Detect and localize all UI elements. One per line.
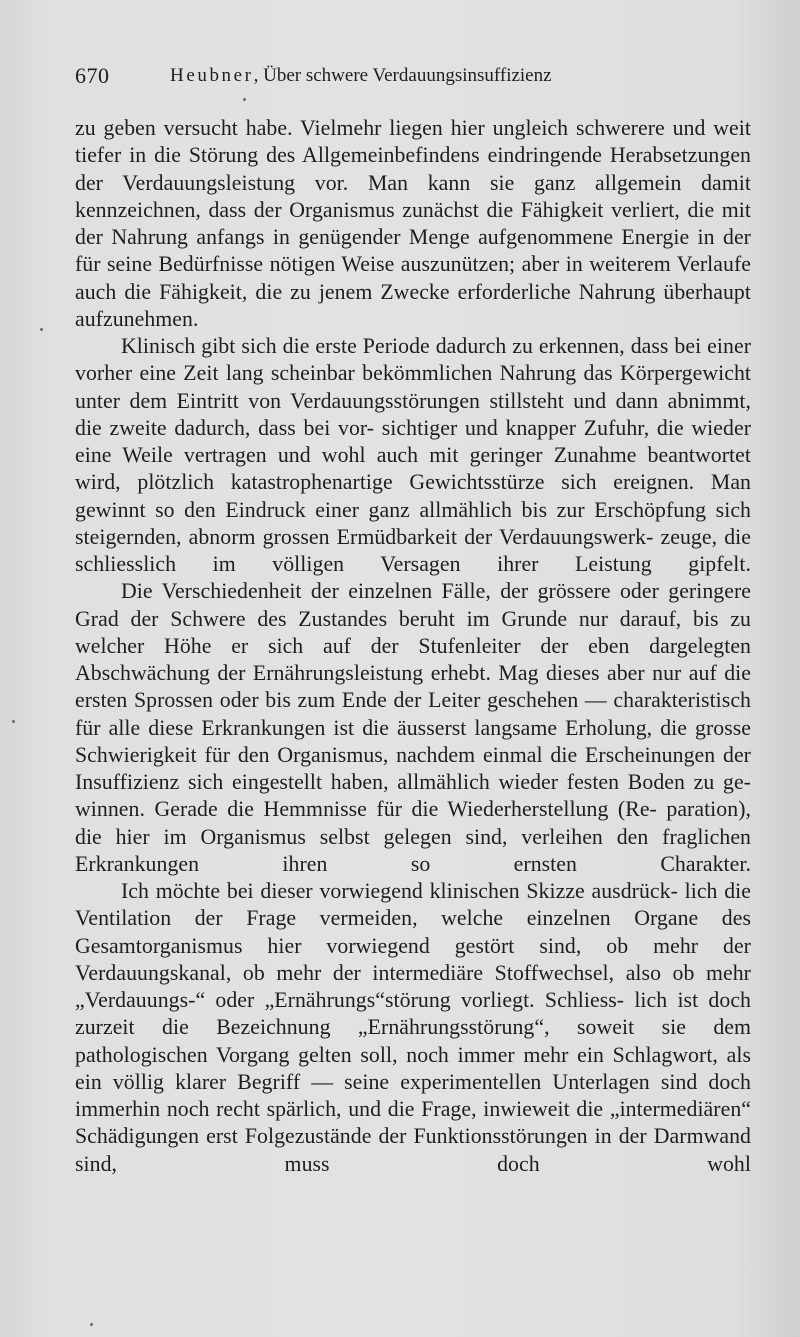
running-head [170, 65, 552, 87]
paragraph-2: Klinisch gibt sich die erste Periode dadurch zu erkennen, dass bei einer vorher eine Zeit lang scheinbar bekömmlichen Nahrung das Körpergewicht unter dem Eintritt von Verdauungsstörungen stillsteht und dann abnimmt, die zweite dadurch, dass bei vor- sichtiger und knapper Zufuhr, die wieder eine Weile vertragen und wohl auch mit geringer Zunahme beantwortet wird, plötzlich katastrophenartige Gewichtsstürze sich ereignen. Man gewinnt so den Eindruck einer ganz allmählich bis zur Erschöpfung sich steigernden, abnorm grossen Ermüdbarkeit der Verdauungswerk- zeuge, die schliesslich im völligen Versagen ihrer Leistung gipfelt. [75, 334, 751, 576]
scan-speck [12, 720, 15, 723]
paragraph-3: Die Verschiedenheit der einzelnen Fälle, der grössere oder geringere Grad der Schwere des Zustandes beruht im Grunde nur darauf, bis zu welcher Höhe er sich auf der Stufenleiter der eben dargelegten Abschwächung der Ernährungsleistung erhebt. Mag dieses aber nur auf die ersten Sprossen oder bis zum Ende der Leiter geschehen — charakteristisch für alle diese Erkrankungen ist die äusserst langsame Erholung, die grosse Schwierigkeit für den Organismus, nachdem einmal die Erscheinungen der Insuffizienz sich eingestellt haben, allmählich wieder festen Boden zu ge- winnen. Gerade die Hemmnisse für die Wiederherstellung (Re- paration), die hier im Organismus selbst gelegen sind, verleihen den fraglichen Erkrankungen ihren so ernsten Charakter. [75, 579, 751, 876]
running-head-author: Heubner [170, 65, 254, 86]
page-header [75, 63, 755, 91]
running-head-separator: , [253, 65, 259, 86]
body-text [75, 115, 751, 1178]
page-number: 670 [75, 63, 110, 88]
scan-speck [40, 328, 43, 331]
running-head-title: Über schwere Verdauungsinsuffizienz [263, 65, 552, 86]
scan-speck [243, 98, 246, 101]
paragraph-1: zu geben versucht habe. Vielmehr liegen hier ungleich schwerere und weit tiefer in die Störung des Allgemeinbefindens eindringende Herabsetzungen der Verdauungsleistung vor. Man kann sie ganz allgemein damit kennzeichnen, dass der Organismus zunächst die Fähigkeit verliert, die mit der Nahrung anfangs in genügender Menge aufgenommene Energie in der für seine Bedürfnisse nötigen Weise auszunützen; aber in weiterem Verlaufe auch die Fähigkeit, die zu jenem Zwecke erforderliche Nahrung überhaupt aufzunehmen. [75, 116, 751, 331]
scan-speck [90, 1323, 93, 1326]
paragraph-4: Ich möchte bei dieser vorwiegend klinischen Skizze ausdrück- lich die Ventilation der Frage vermeiden, welche einzelnen Organe des Gesamtorganismus hier vorwiegend gestört sind, ob mehr der Verdauungskanal, ob mehr der intermediäre Stoffwechsel, also ob mehr „Verdauungs-“ oder „Ernährungs“störung vorliegt. Schliess- lich ist doch zurzeit die Bezeichnung „Ernährungsstörung“, soweit sie dem pathologischen Vorgang gelten soll, noch immer mehr ein Schlagwort, als ein völlig klarer Begriff — seine experimentellen Unterlagen sind doch immerhin noch recht spärlich, und die Frage, inwieweit die „intermediären“ Schädigungen erst Folgezustände der Funktionsstörungen in der Darmwand sind, muss doch wohl [75, 879, 751, 1176]
